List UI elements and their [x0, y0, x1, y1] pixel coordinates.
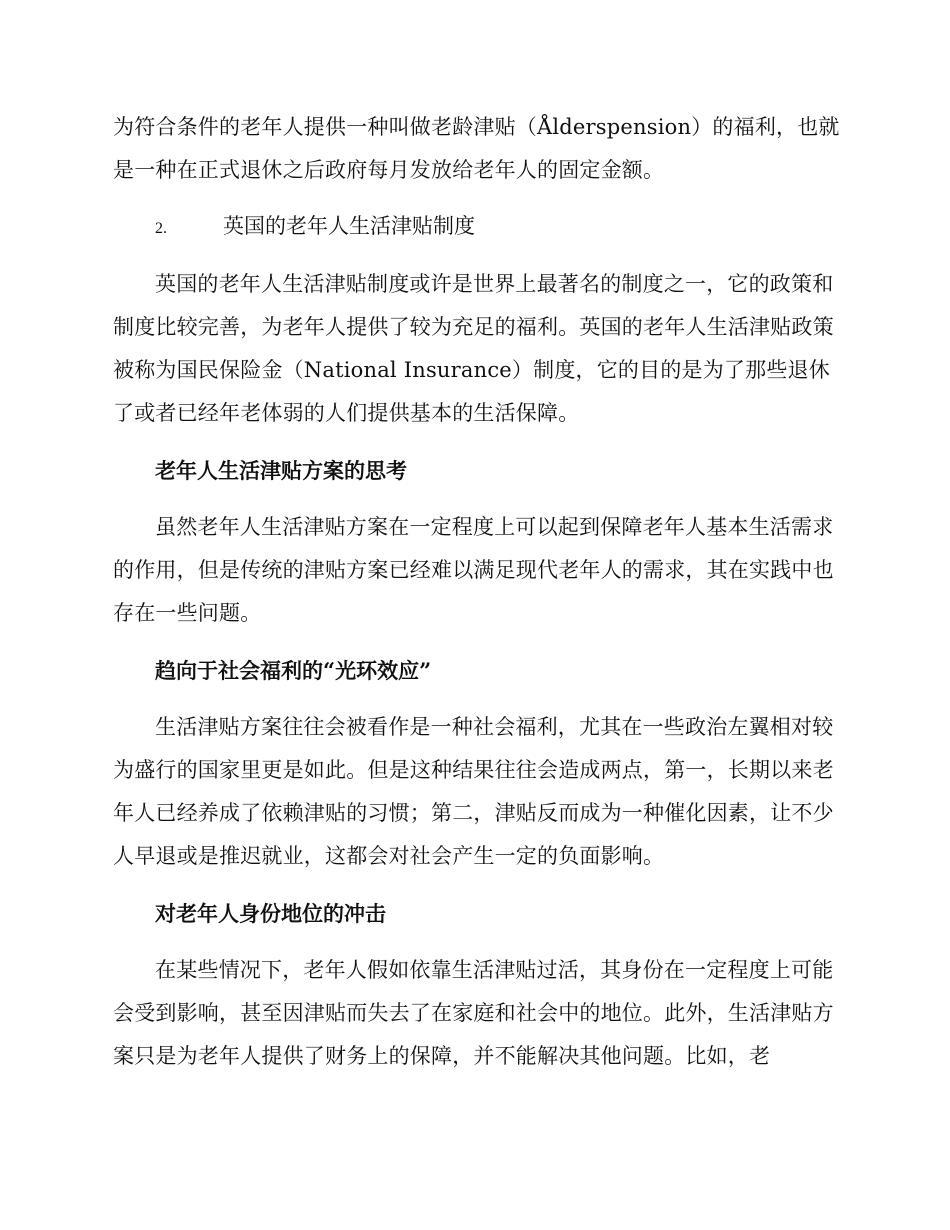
paragraph-halo-effect: 生活津贴方案往往会被看作是一种社会福利，尤其在一些政治左翼相对较为盛行的国家里更是如此。但是这种结果往往会造成两点，第一，长期以来老年人已经养成了依赖津贴的习惯；第二，津贴反而成为一种催化因素，让不少人早退或是推迟就业，这都会对社会产生一定的负面影响。	[113, 715, 834, 868]
paragraph-reflection: 虽然老年人生活津贴方案在一定程度上可以起到保障老年人基本生活需求的作用，但是传统的津贴方案已经难以满足现代老年人的需求，其在实践中也存在一些问题。	[113, 515, 834, 625]
document-body	[113, 106, 841, 1078]
heading-halo-effect: 趋向于社会福利的“光环效应”	[155, 658, 432, 683]
section-number: 2.	[155, 220, 167, 237]
paragraph-status-impact: 在某些情况下，老年人假如依靠生活津贴过活，其身份在一定程度上可能会受到影响，甚至因津贴而失去了在家庭和社会中的地位。此外，生活津贴方案只是为老年人提供了财务上的保障，并不能解决其他问题。比如，老	[113, 958, 834, 1068]
paragraph-uk-allowance: 英国的老年人生活津贴制度或许是世界上最著名的制度之一，它的政策和制度比较完善，为老年人提供了较为充足的福利。英国的老年人生活津贴政策被称为国民保险金（National Insurance）制度，它的目的是为了那些退休了或者已经年老体弱的人们提供基本的生活保障。	[113, 272, 834, 425]
paragraph-intro-continuation: 为符合条件的老年人提供一种叫做老龄津贴（Ålderspension）的福利，也就是一种在正式退休之后政府每月发放给老年人的固定金额。	[113, 115, 840, 182]
heading-status-impact: 对老年人身份地位的冲击	[155, 901, 386, 926]
section-title: 英国的老年人生活津贴制度	[223, 214, 475, 238]
heading-reflection: 老年人生活津贴方案的思考	[155, 458, 407, 483]
section-heading-uk	[113, 205, 841, 250]
